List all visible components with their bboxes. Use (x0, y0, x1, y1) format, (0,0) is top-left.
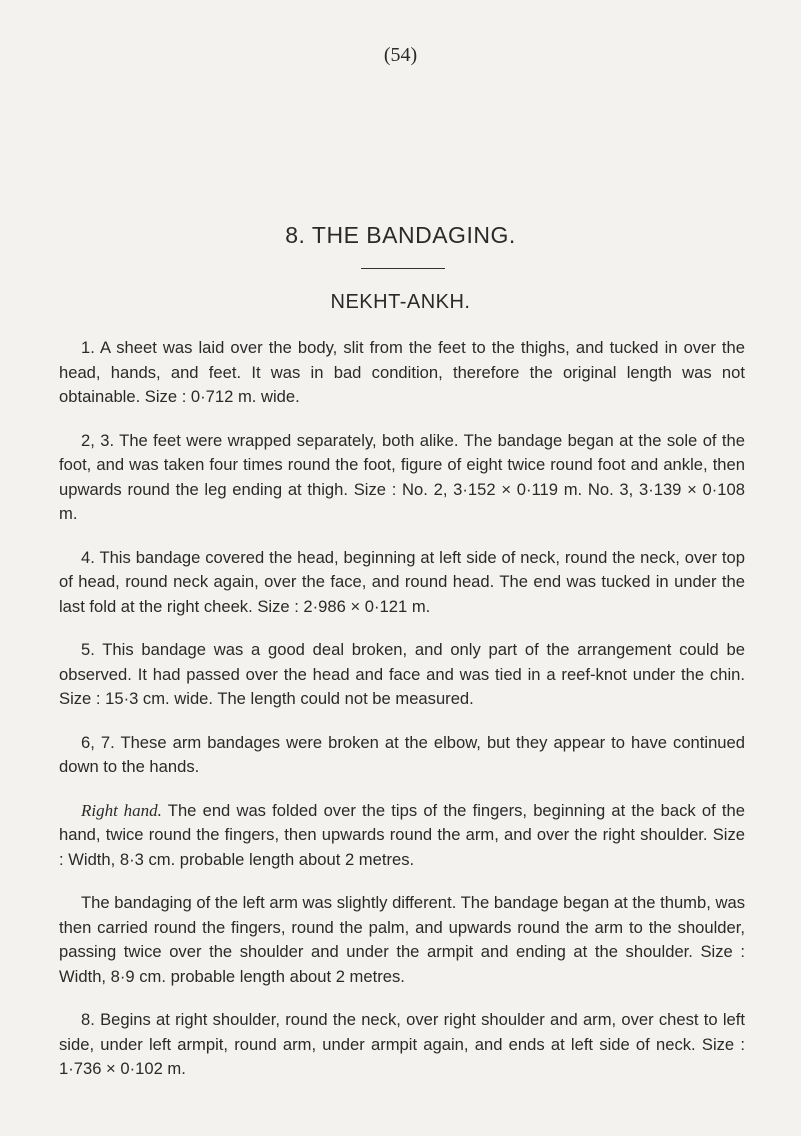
paragraph-right-hand (59, 799, 745, 873)
paragraph-sheet: 1. A sheet was laid over the body, slit from the feet to the thighs, and tucked in over the head, hands, and feet. It was in bad condition, therefore the original length was not obtainable. Size : 0·712 m. wide. (59, 338, 745, 406)
right-hand-lead: Right hand. (81, 800, 162, 820)
paragraph-head: 4. This bandage covered the head, beginning at left side of neck, round the neck, over top of head, round neck again, over the face, and round head. The end was tucked in under the last fold at the right cheek. Size : 2·986 × 0·121 m. (59, 547, 745, 616)
chapter-title: 8. THE BANDAGING. (285, 222, 516, 248)
paragraph-reef-knot: 5. This bandage was a good deal broken, and only part of the arrangement could be observed. It had passed over the head and face and was tied in a reef-knot under the chin. Size : 15·3 cm. wide. The length could not be measured. (59, 640, 745, 708)
paragraph-shoulder: 8. Begins at right shoulder, round the neck, over right shoulder and arm, over chest to left side, under left armpit, round arm, under armpit again, and ends at left side of neck. Size : 1·736 × 0·102 m. (59, 1010, 745, 1078)
paragraph-left-arm: The bandaging of the left arm was slightly different. The bandage began at the thumb, was then carried round the fingers, round the palm, and upwards round the arm to the shoulder, passing twice over the shoulder and under the armpit and ending at the shoulder. Size : Width, 8·9 cm. probable length about 2 metres. (59, 893, 745, 986)
section-title: NEKHT-ANKH. (330, 291, 471, 313)
page-number: (54) (383, 44, 418, 66)
title-divider (361, 268, 445, 269)
paragraph-arms: 6, 7. These arm bandages were broken at the elbow, but they appear to have continued down to the hands. (59, 732, 745, 776)
right-hand-text: The end was folded over the tips of the fingers, beginning at the back of the hand, twice round the fingers, then upwards round the arm, and over the right shoulder. Size : Width, 8·3 cm. probable length about 2 metres. (59, 800, 745, 869)
body-text (59, 336, 745, 1101)
paragraph-feet: 2, 3. The feet were wrapped separately, both alike. The bandage began at the sole of the foot, and was taken four times round the foot, figure of eight twice round foot and ankle, then upwards round the leg ending at thigh. Size : No. 2, 3·152 × 0·119 m. No. 3, 3·139 × 0·108 m. (59, 430, 745, 523)
